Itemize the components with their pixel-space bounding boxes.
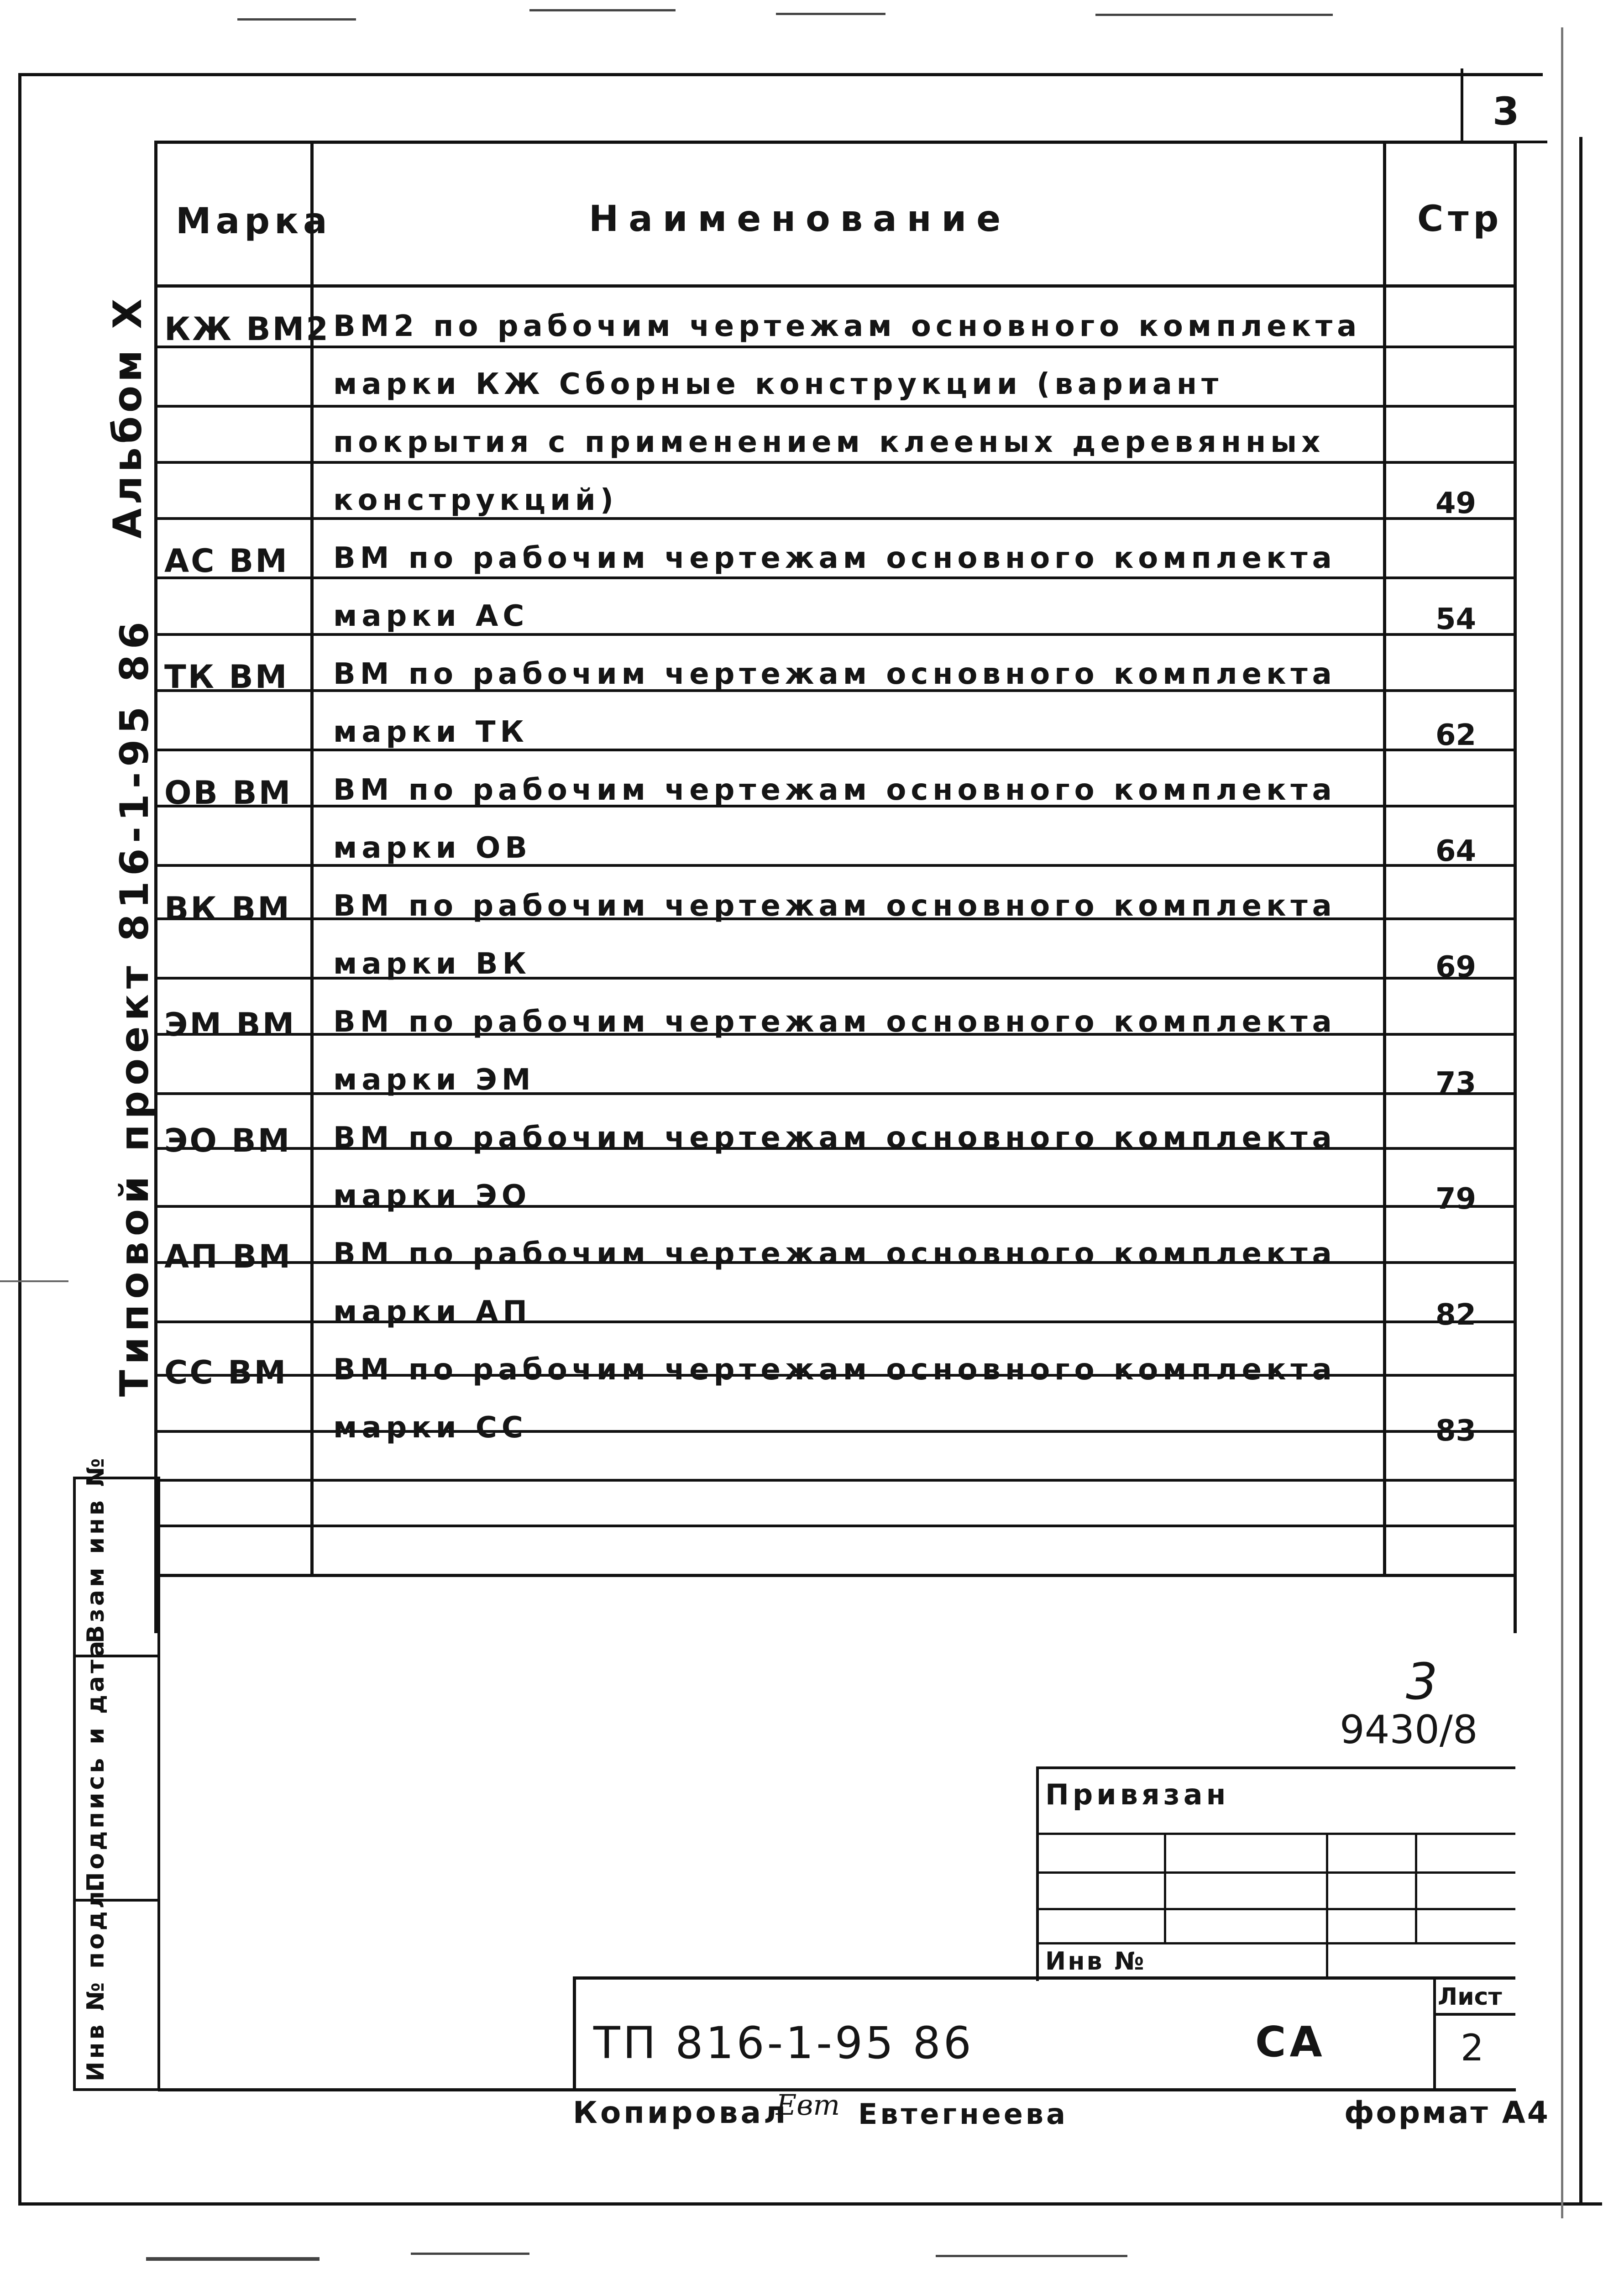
row-page: 49 — [1435, 487, 1477, 520]
row-text-line: ВМ по рабочим чертежам основного комплекта — [333, 1237, 1336, 1271]
row-page: 73 — [1435, 1066, 1477, 1100]
row-text-line: ВМ по рабочим чертежам основного комплекта — [333, 657, 1336, 691]
row-mark: АП ВМ — [164, 1238, 293, 1275]
title-code: ТП 816-1-95 86 — [593, 2017, 974, 2069]
header-name: Наименование — [589, 199, 1011, 240]
row-mark: ЭО ВМ — [164, 1122, 292, 1159]
row-mark: ЭМ ВМ — [164, 1006, 296, 1043]
archive-code: 9430/8 — [1340, 1707, 1478, 1753]
row-text-line: ВМ по рабочим чертежам основного комплекта — [333, 541, 1336, 575]
sheet-number: 2 — [1461, 2027, 1484, 2069]
header-mark: Марка — [176, 201, 332, 242]
row-mark: ТК ВМ — [164, 658, 289, 696]
row-text-line: марки ОВ — [333, 831, 532, 865]
row-mark: ОВ ВМ — [164, 774, 293, 812]
stamp-vzam-inv: Взам инв № — [82, 1455, 110, 1643]
row-page: 82 — [1435, 1298, 1477, 1332]
row-page: 62 — [1435, 718, 1477, 752]
copied-name: Евтегнеева — [858, 2097, 1068, 2131]
row-text-line: конструкций) — [333, 483, 618, 517]
privyazan-title: Привязан — [1045, 1778, 1230, 1811]
row-mark: ВК ВМ — [164, 890, 291, 928]
row-text-line: покрытия с применением клееных деревянных — [333, 425, 1325, 459]
row-text-line: ВМ по рабочим чертежам основного комплекта — [333, 1005, 1336, 1039]
row-text-line: марки АП — [333, 1295, 532, 1329]
outer-frame-top — [18, 73, 1543, 76]
row-text-line: марки ЭО — [333, 1179, 531, 1213]
row-text-line: ВМ по рабочим чертежам основного комплекта — [333, 773, 1336, 807]
row-text-line: марки ВК — [333, 947, 531, 981]
row-text-line: ВМ по рабочим чертежам основного комплекта — [333, 1121, 1336, 1155]
row-page: 64 — [1435, 834, 1477, 868]
row-text-line: ВМ по рабочим чертежам основного комплекта — [333, 889, 1336, 923]
row-text-line: марки СС — [333, 1411, 528, 1445]
header-page: Стр — [1417, 199, 1504, 240]
copied-prefix: Копировал — [573, 2095, 789, 2130]
stamp-podpis-data: Подпись и дата — [82, 1638, 110, 1892]
row-text-line: марки ЭМ — [333, 1063, 535, 1097]
row-mark: СС ВМ — [164, 1354, 288, 1391]
row-text-line: ВМ2 по рабочим чертежам основного комплекта — [333, 309, 1362, 343]
archive-top: 3 — [1406, 1652, 1438, 1711]
row-page: 83 — [1435, 1414, 1477, 1448]
row-mark: АС ВМ — [164, 542, 289, 580]
row-text-line: марки КЖ Сборные конструкции (вариант — [333, 367, 1223, 401]
row-page: 79 — [1435, 1182, 1477, 1216]
row-text-line: марки АС — [333, 599, 529, 633]
row-page: 69 — [1435, 950, 1477, 984]
format-label: формат А4 — [1344, 2095, 1550, 2130]
row-text-line: марки ТК — [333, 715, 529, 749]
title-type: СА — [1255, 2017, 1326, 2066]
row-mark: КЖ ВМ2 — [164, 310, 330, 348]
album-label: Альбом X — [105, 295, 151, 539]
project-label: Типовой проект 816-1-95 86 — [112, 616, 157, 1397]
privyazan-inv: Инв № — [1045, 1947, 1146, 1976]
sheet-label: Лист — [1438, 1983, 1502, 2011]
page-number: 3 — [1493, 89, 1519, 134]
stamp-inv-podl: Инв № подл. — [82, 1876, 110, 2081]
row-text-line: ВМ по рабочим чертежам основного комплекта — [333, 1353, 1336, 1387]
row-page: 54 — [1435, 603, 1477, 636]
copied-sign: Евт — [776, 2088, 840, 2122]
